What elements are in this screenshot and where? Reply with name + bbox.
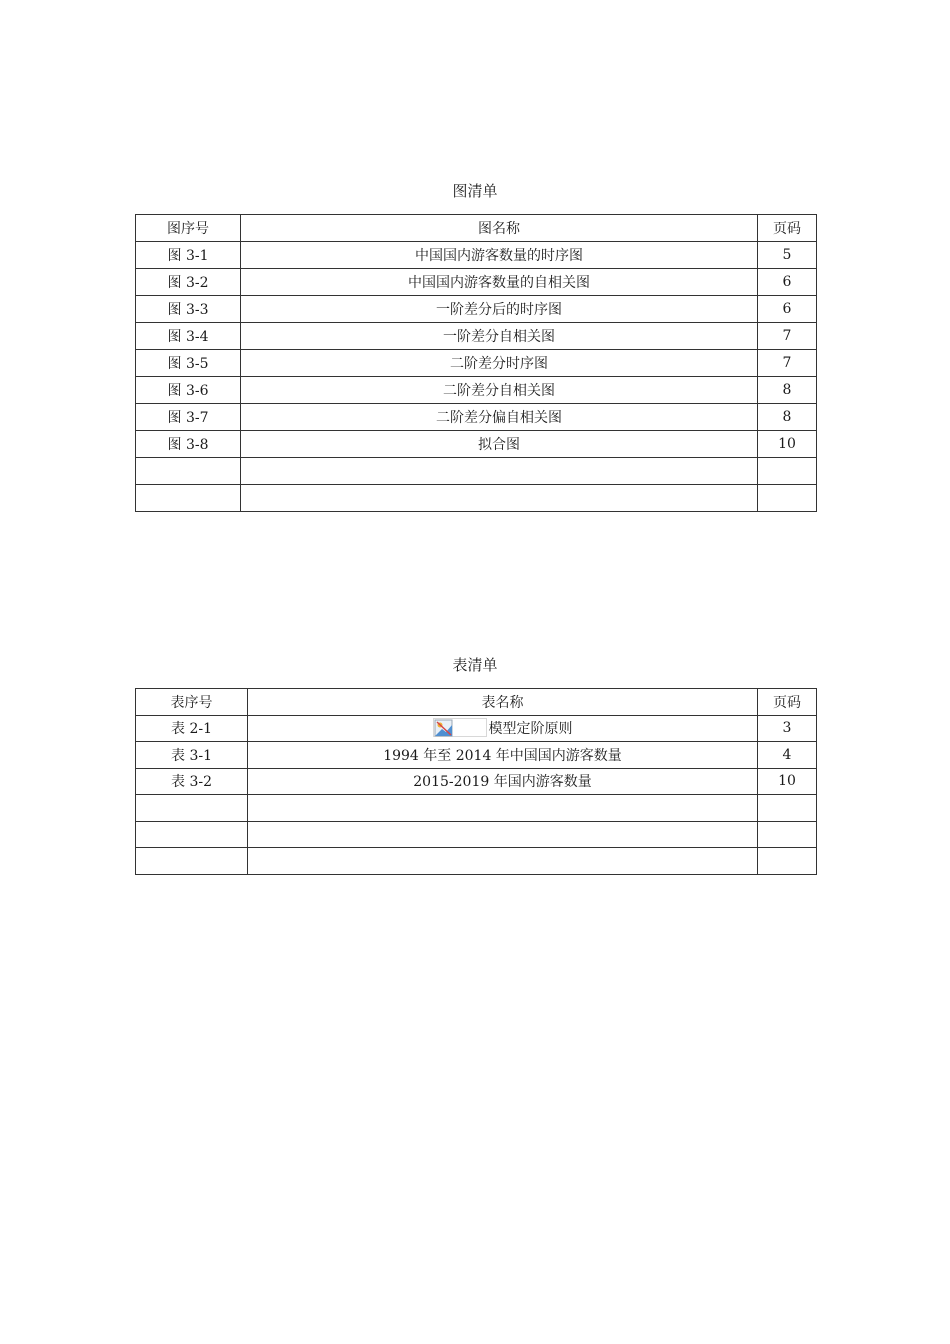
page-number-cell: 10	[758, 431, 817, 458]
header-table-name: 表名称	[248, 689, 758, 716]
table-header-row	[136, 689, 817, 716]
table-number-cell	[136, 795, 248, 822]
table-name-cell	[248, 715, 758, 742]
table-row	[136, 269, 817, 296]
figure-list-title: 图清单	[452, 182, 498, 200]
figure-name-cell: 二阶差分自相关图	[241, 377, 758, 404]
table-name-cell: 2015-2019 年国内游客数量	[248, 768, 758, 795]
figure-name-cell	[241, 485, 758, 512]
figure-number-cell: 图 3-4	[136, 323, 241, 350]
table-list-title: 表清单	[452, 656, 498, 674]
table-number-cell: 表 2-1	[136, 715, 248, 742]
table-row	[136, 323, 817, 350]
table-row	[136, 848, 817, 875]
header-page-number: 页码	[758, 689, 817, 716]
table-name-cell	[248, 795, 758, 822]
table-row	[136, 458, 817, 485]
page-number-cell: 3	[758, 715, 817, 742]
table-row	[136, 296, 817, 323]
page-number-cell: 4	[758, 742, 817, 769]
figure-name-cell: 中国国内游客数量的时序图	[241, 242, 758, 269]
figure-name-cell: 二阶差分偏自相关图	[241, 404, 758, 431]
table-number-cell: 表 3-2	[136, 768, 248, 795]
table-row	[136, 431, 817, 458]
figure-number-cell: 图 3-6	[136, 377, 241, 404]
table-list-table	[135, 688, 817, 875]
page-number-cell: 8	[758, 404, 817, 431]
figure-name-cell: 一阶差分自相关图	[241, 323, 758, 350]
figure-name-cell: 拟合图	[241, 431, 758, 458]
header-table-number: 表序号	[136, 689, 248, 716]
page-number-cell	[758, 485, 817, 512]
page-number-cell: 6	[758, 296, 817, 323]
table-row	[136, 377, 817, 404]
header-figure-number: 图序号	[136, 215, 241, 242]
table-row	[136, 242, 817, 269]
header-page-number: 页码	[758, 215, 817, 242]
figure-number-cell: 图 3-7	[136, 404, 241, 431]
page-number-cell: 6	[758, 269, 817, 296]
figure-name-cell: 中国国内游客数量的自相关图	[241, 269, 758, 296]
table-name-cell	[248, 848, 758, 875]
broken-image-icon	[433, 718, 487, 737]
figure-number-cell: 图 3-2	[136, 269, 241, 296]
page-number-cell: 7	[758, 350, 817, 377]
page-number-cell	[758, 821, 817, 848]
figure-number-cell	[136, 458, 241, 485]
page-number-cell: 7	[758, 323, 817, 350]
header-figure-name: 图名称	[241, 215, 758, 242]
page-number-cell	[758, 848, 817, 875]
table-number-cell: 表 3-1	[136, 742, 248, 769]
table-header-row	[136, 215, 817, 242]
page-number-cell: 10	[758, 768, 817, 795]
table-row	[136, 485, 817, 512]
figure-number-cell: 图 3-5	[136, 350, 241, 377]
table-row	[136, 715, 817, 742]
figure-name-cell	[241, 458, 758, 485]
table-row	[136, 350, 817, 377]
table-number-cell	[136, 821, 248, 848]
page-number-cell	[758, 795, 817, 822]
page-number-cell	[758, 458, 817, 485]
figure-number-cell: 图 3-1	[136, 242, 241, 269]
table-row	[136, 404, 817, 431]
table-number-cell	[136, 848, 248, 875]
table-row	[136, 795, 817, 822]
figure-number-cell: 图 3-8	[136, 431, 241, 458]
table-row	[136, 768, 817, 795]
figure-name-cell: 二阶差分时序图	[241, 350, 758, 377]
table-name-cell: 1994 年至 2014 年中国国内游客数量	[248, 742, 758, 769]
table-name-cell	[248, 821, 758, 848]
table-row	[136, 821, 817, 848]
table-row	[136, 742, 817, 769]
page-number-cell: 5	[758, 242, 817, 269]
table-name-text: 模型定阶原则	[488, 721, 573, 738]
figure-number-cell: 图 3-3	[136, 296, 241, 323]
figure-list-table	[135, 214, 817, 512]
figure-name-cell: 一阶差分后的时序图	[241, 296, 758, 323]
figure-number-cell	[136, 485, 241, 512]
page-number-cell: 8	[758, 377, 817, 404]
